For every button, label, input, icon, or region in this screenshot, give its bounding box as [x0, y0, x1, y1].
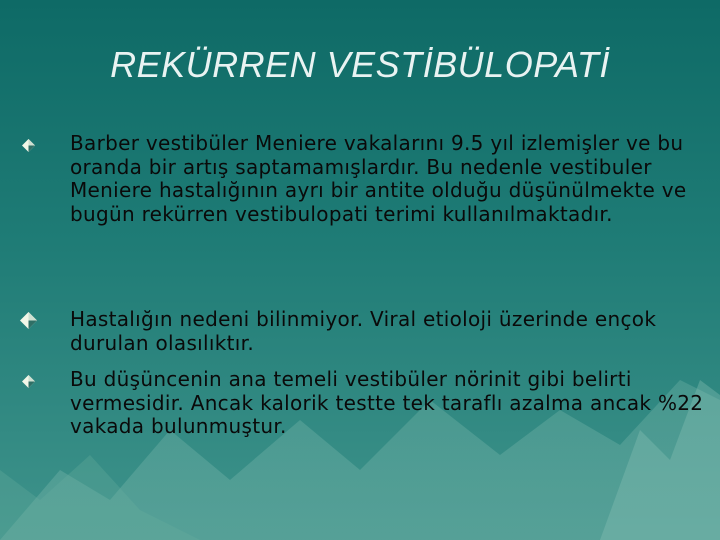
- slide-title: REKÜRREN VESTİBÜLOPATİ: [110, 44, 610, 85]
- diamond-bullet-icon: [22, 139, 35, 152]
- diamond-bullet-icon: [20, 312, 37, 329]
- bullet-item: [70, 308, 715, 355]
- bullet-text: Barber vestibüler Meniere vakalarını 9.5 yıl izlemişler ve bu oranda bir artış saptamamışlardır. Bu nedenle vestibuler Meniere hastalığının ayrı bir antite olduğu düşünülmekte ve bugün rekürren vestibulopati terimi kullanılmaktadır.: [70, 131, 687, 226]
- bullet-item: [70, 368, 715, 439]
- bullet-item: [70, 132, 715, 226]
- diamond-bullet-icon: [22, 375, 35, 388]
- bullet-text: Hastalığın nedeni bilinmiyor. Viral etioloji üzerinde ençok durulan olasılıktır.: [70, 307, 657, 355]
- bullet-text: Bu düşüncenin ana temeli vestibüler nörinit gibi belirti vermesidir. Ancak kalorik testte tek taraflı azalma ancak %22 vakada bulunmuştur.: [70, 367, 704, 438]
